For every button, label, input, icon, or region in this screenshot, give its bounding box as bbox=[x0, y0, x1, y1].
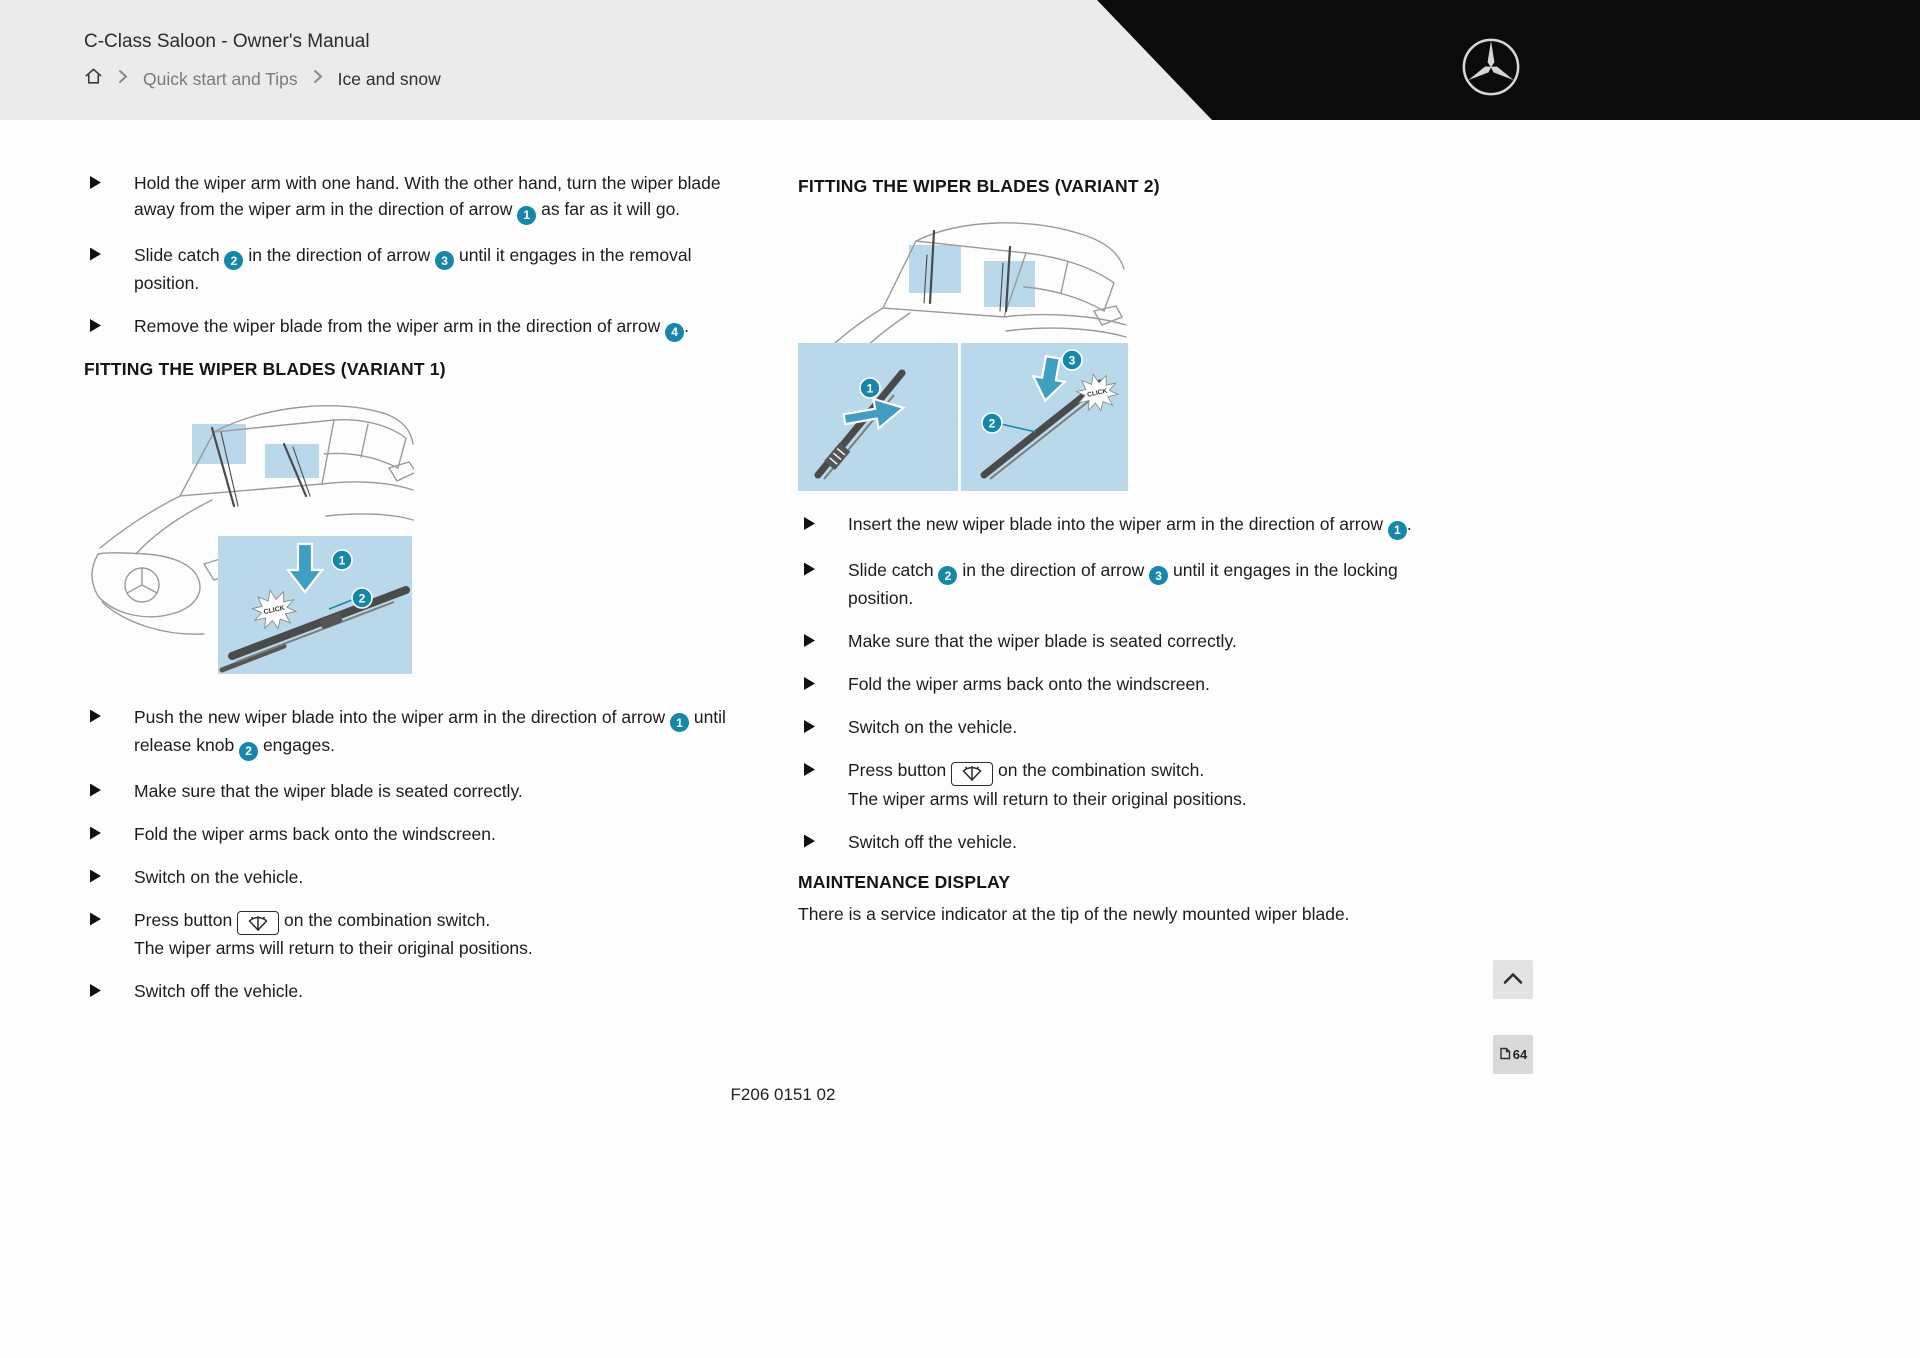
bullet-arrow-icon bbox=[90, 176, 101, 189]
instruction-item bbox=[798, 628, 1463, 654]
variant1-heading: FITTING THE WIPER BLADES (VARIANT 1) bbox=[84, 358, 446, 379]
bullet-arrow-icon bbox=[90, 784, 101, 797]
instruction-item bbox=[798, 671, 1463, 697]
right-column bbox=[798, 170, 1463, 1021]
step-number-badge: 3 bbox=[435, 251, 454, 270]
manual-title: C-Class Saloon - Owner's Manual bbox=[84, 31, 370, 52]
maintenance-text: There is a service indicator at the tip of the newly mounted wiper blade. bbox=[798, 903, 1350, 924]
bullet-arrow-icon bbox=[90, 710, 101, 723]
svg-text:1: 1 bbox=[338, 553, 346, 567]
instruction-text: Switch on the vehicle. bbox=[134, 866, 304, 887]
instruction-text: Fold the wiper arms back onto the windscreen. bbox=[848, 674, 1210, 694]
step-number-badge: 1 bbox=[517, 206, 536, 225]
bullet-arrow-icon bbox=[804, 835, 815, 848]
instruction-item bbox=[798, 757, 1463, 812]
instruction-text: Press button on the combination switch. The wiper arms will return to their original positions. bbox=[848, 760, 1247, 809]
instruction-text: Slide catch 2 in the direction of arrow 3 until it engages in the removal position. bbox=[134, 244, 692, 293]
variant2-heading: FITTING THE WIPER BLADES (VARIANT 2) bbox=[798, 176, 1160, 196]
breadcrumb-item-quick-start[interactable]: Quick start and Tips bbox=[143, 68, 298, 89]
svg-text:CLICK: CLICK bbox=[263, 604, 286, 616]
svg-text:3: 3 bbox=[1068, 353, 1076, 368]
bullet-arrow-icon bbox=[804, 563, 815, 576]
instruction-text: Switch off the vehicle. bbox=[134, 981, 303, 1001]
wiper-washer-button-icon bbox=[951, 762, 993, 786]
wiper-washer-button-icon bbox=[237, 911, 279, 935]
breadcrumb bbox=[84, 64, 441, 94]
document-code: F206 0151 02 bbox=[730, 1085, 836, 1104]
instruction-text: Press button on the combination switch. The wiper arms will return to their original positions. bbox=[134, 909, 533, 958]
instruction-text: Switch off the vehicle. bbox=[848, 831, 1017, 852]
step-number-badge: 2 bbox=[239, 742, 258, 761]
svg-text:1: 1 bbox=[866, 381, 874, 396]
step-number-badge: 3 bbox=[1149, 566, 1168, 585]
breadcrumb-item-ice-and-snow[interactable]: Ice and snow bbox=[337, 68, 441, 89]
bullet-arrow-icon bbox=[804, 763, 815, 776]
bullet-arrow-icon bbox=[90, 984, 101, 997]
variant1-instructions-list bbox=[84, 704, 744, 1005]
bullet-arrow-icon bbox=[804, 677, 815, 690]
instruction-text: Make sure that the wiper blade is seated correctly. bbox=[134, 780, 523, 801]
instruction-item bbox=[798, 829, 1463, 855]
wiper-highlight-rect bbox=[909, 245, 961, 293]
svg-text:2: 2 bbox=[988, 416, 996, 431]
scroll-to-top-button[interactable] bbox=[1493, 960, 1533, 999]
instruction-item bbox=[798, 511, 1463, 540]
instruction-text: Make sure that the wiper blade is seated correctly. bbox=[848, 631, 1237, 651]
content-area bbox=[0, 120, 1920, 1021]
instruction-text: Insert the new wiper blade into the wiper arm in the direction of arrow 1 . bbox=[848, 511, 1463, 540]
instruction-item bbox=[84, 170, 744, 225]
bullet-arrow-icon bbox=[90, 319, 101, 332]
removal-instructions-list bbox=[84, 170, 744, 342]
variant1-figure bbox=[84, 394, 414, 684]
mercedes-star-icon bbox=[1460, 36, 1522, 103]
bullet-arrow-icon bbox=[90, 248, 101, 261]
variant2-instructions-list bbox=[798, 511, 1463, 855]
home-icon[interactable] bbox=[84, 67, 103, 91]
bullet-arrow-icon bbox=[90, 827, 101, 840]
instruction-item bbox=[84, 704, 744, 761]
instruction-text: Fold the wiper arms back onto the windscreen. bbox=[134, 823, 496, 844]
header-bar bbox=[0, 0, 1920, 120]
instruction-item bbox=[84, 313, 744, 342]
bullet-arrow-icon bbox=[804, 517, 815, 530]
svg-text:CLICK: CLICK bbox=[1086, 387, 1108, 399]
page-icon bbox=[1499, 1047, 1511, 1063]
step-number-badge: 1 bbox=[1388, 521, 1407, 540]
left-column bbox=[84, 170, 744, 1021]
chevron-right-icon bbox=[313, 69, 323, 89]
chevron-up-icon bbox=[1502, 971, 1524, 988]
instruction-item bbox=[84, 242, 744, 297]
bullet-arrow-icon bbox=[804, 720, 815, 733]
variant2-figure bbox=[798, 211, 1128, 491]
page-number-button[interactable] bbox=[1493, 1035, 1533, 1074]
instruction-text: Push the new wiper blade into the wiper arm in the direction of arrow 1 until release knob 2 engages. bbox=[134, 704, 744, 761]
header-black-wedge bbox=[0, 0, 1920, 120]
step-number-badge: 1 bbox=[670, 713, 689, 732]
step-number-badge: 2 bbox=[224, 251, 243, 270]
chevron-right-icon bbox=[118, 69, 128, 89]
step-number-badge: 4 bbox=[665, 323, 684, 342]
step-number-badge: 2 bbox=[938, 566, 957, 585]
instruction-text: Hold the wiper arm with one hand. With the other hand, turn the wiper blade away from the wiper arm in the direction of arrow 1 as far as it will go. bbox=[134, 170, 744, 225]
svg-text:2: 2 bbox=[358, 591, 366, 605]
instruction-item bbox=[84, 907, 744, 962]
instruction-item bbox=[798, 557, 1463, 612]
bullet-arrow-icon bbox=[90, 870, 101, 883]
instruction-item bbox=[84, 778, 744, 804]
instruction-item bbox=[84, 864, 744, 890]
instruction-text: Switch on the vehicle. bbox=[848, 717, 1018, 737]
instruction-text: Slide catch 2 in the direction of arrow 3 until it engages in the locking position. bbox=[848, 559, 1398, 608]
page-number-label: 64 bbox=[1512, 1047, 1528, 1062]
instruction-item bbox=[798, 714, 1463, 740]
instruction-item bbox=[84, 978, 744, 1004]
bullet-arrow-icon bbox=[90, 913, 101, 926]
maintenance-heading: MAINTENANCE DISPLAY bbox=[798, 871, 1011, 892]
bullet-arrow-icon bbox=[804, 634, 815, 647]
instruction-item bbox=[84, 821, 744, 847]
instruction-text: Remove the wiper blade from the wiper arm in the direction of arrow 4 . bbox=[134, 313, 744, 342]
